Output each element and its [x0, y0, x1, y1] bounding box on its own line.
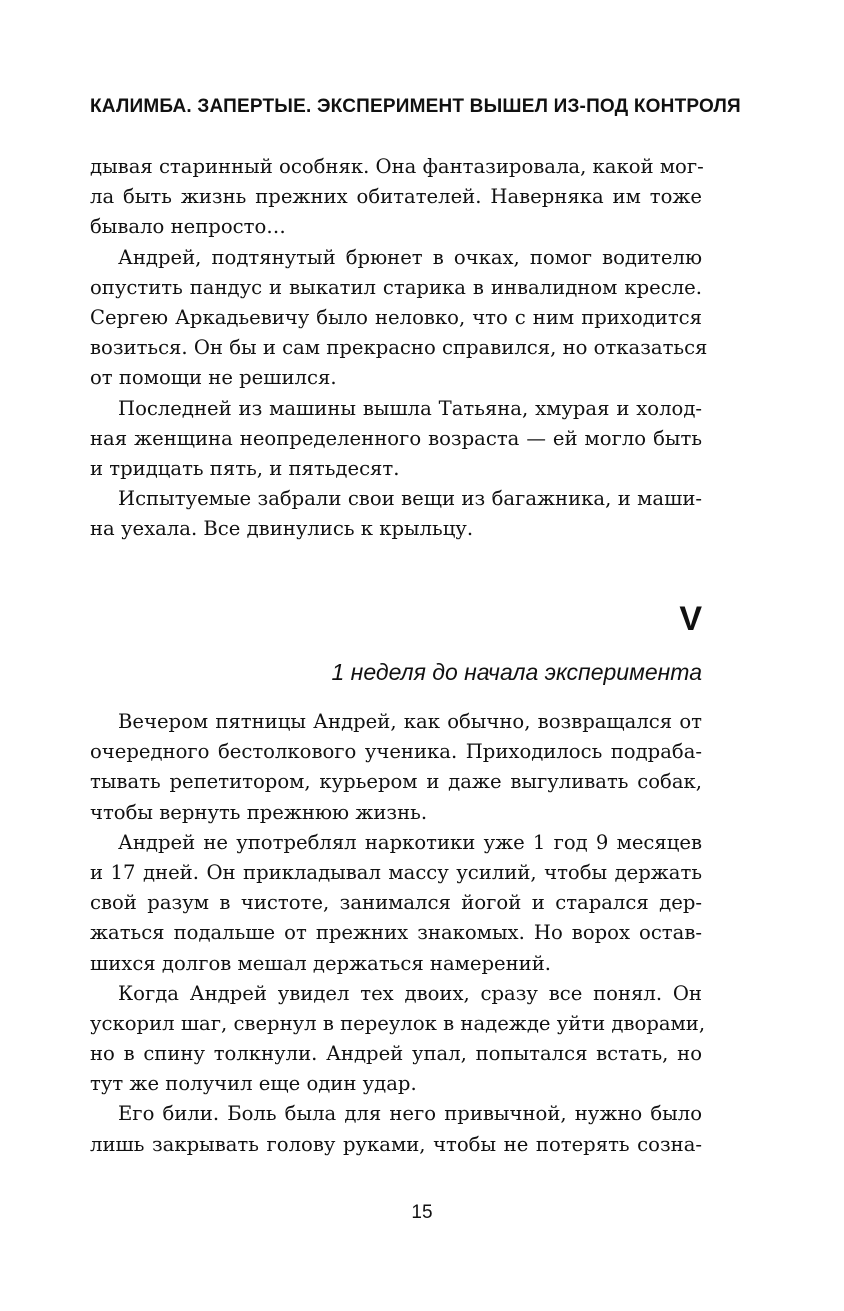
text-line: но в спину толкнули. Андрей упал, попытался встать, но	[90, 1042, 702, 1066]
text-line: Андрей, подтянутый брюнет в очках, помог водителю	[118, 245, 702, 269]
text-line: ла быть жизнь прежних обитателей. Наверняка им тоже	[90, 185, 702, 209]
text-line: и 17 дней. Он прикладывал массу усилий, чтобы держать	[90, 860, 702, 884]
text-line: Когда Андрей увидел тех двоих, сразу все понял. Он	[118, 981, 702, 1005]
chapter-number: V	[679, 600, 702, 638]
text-line: бывало непросто…	[90, 215, 286, 239]
text-line: Испытуемые забрали свои вещи из багажника, и маши-	[118, 487, 702, 511]
text-block-continuation	[90, 152, 708, 544]
text-line: ная женщина неопределенного возраста — ей могло быть	[90, 426, 702, 450]
text-line: от помощи не решился.	[90, 366, 337, 390]
text-line: Его били. Боль была для него привычной, нужно было	[118, 1102, 702, 1126]
text-line: Последней из машины вышла Татьяна, хмурая и холод-	[118, 396, 702, 420]
text-block-chapter	[90, 707, 706, 1160]
text-line: ускорил шаг, свернул в переулок в надежде уйти дворами,	[90, 1011, 706, 1035]
text-line: опустить пандус и выкатил старика в инвалидном кресле.	[90, 275, 702, 299]
text-line: очередного бестолкового ученика. Приходилось подраба-	[90, 740, 702, 764]
text-line: на уехала. Все двинулись к крыльцу.	[90, 517, 474, 541]
text-line: Сергею Аркадьевичу было неловко, что с ним приходится	[90, 305, 702, 329]
text-line: лишь закрывать голову руками, чтобы не потерять созна-	[90, 1132, 702, 1156]
text-line: шихся долгов мешал держаться намерений.	[90, 951, 552, 975]
text-line: жаться подальше от прежних знакомых. Но ворох остав-	[90, 921, 702, 945]
text-line: тут же получил еще один удар.	[90, 1072, 417, 1096]
text-line: возиться. Он бы и сам прекрасно справился, но отказаться	[90, 336, 708, 360]
chapter-subtitle: 1 неделя до начала эксперимента	[331, 659, 702, 685]
text-line: Андрей не употреблял наркотики уже 1 год 9 месяцев	[118, 830, 702, 854]
text-line: свой разум в чистоте, занимался йогой и старался дер-	[90, 891, 702, 915]
text-line: Вечером пятницы Андрей, как обычно, возвращался от	[118, 710, 702, 733]
text-line: и тридцать пять, и пятьдесят.	[90, 456, 400, 480]
text-line: дывая старинный особняк. Она фантазировала, какой мог-	[90, 155, 704, 178]
running-head: КАЛИМБА. ЗАПЕРТЫЕ. ЭКСПЕРИМЕНТ ВЫШЕЛ ИЗ-ПОД КОНТРОЛЯ	[90, 96, 741, 117]
text-line: чтобы вернуть прежнюю жизнь.	[90, 800, 428, 824]
page-number: 15	[411, 1202, 433, 1223]
text-line: тывать репетитором, курьером и даже выгуливать собак,	[90, 770, 702, 794]
